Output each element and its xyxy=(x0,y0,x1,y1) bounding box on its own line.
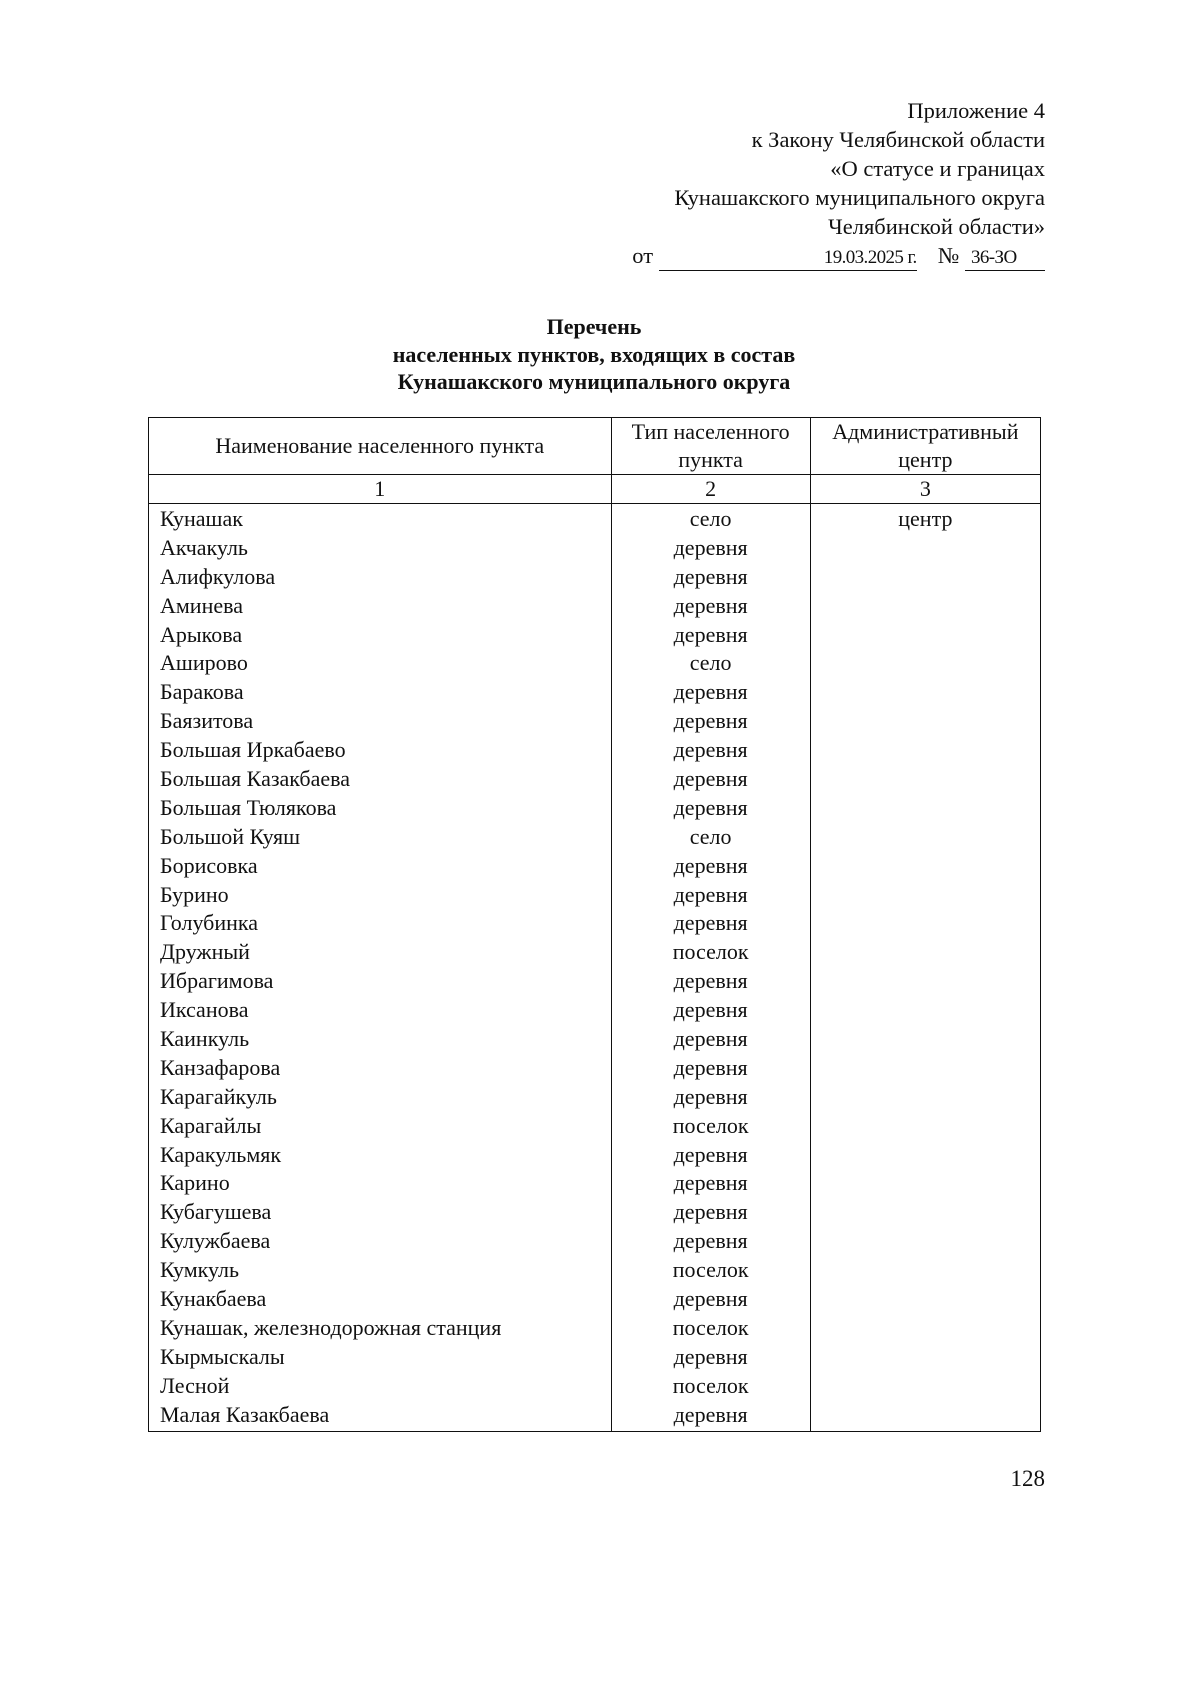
page-number: 128 xyxy=(1010,1466,1045,1491)
admin-center: центр xyxy=(898,506,953,531)
law-title-line-3: Челябинской области» xyxy=(828,214,1045,239)
admin-center xyxy=(811,996,1040,1025)
settlement-name: Алифкулова xyxy=(160,563,276,589)
settlement-name: Большой Куяш xyxy=(160,823,301,849)
law-number: 36-ЗО xyxy=(965,246,1045,271)
law-title-line-1: «О статусе и границах xyxy=(830,156,1045,181)
admin-center xyxy=(811,1083,1040,1112)
settlement-type: поселок xyxy=(672,1257,749,1283)
settlement-type: деревня xyxy=(673,852,748,878)
table-header-row xyxy=(149,418,1041,475)
settlement-type: деревня xyxy=(673,910,748,936)
header-name: Наименование населенного пункта xyxy=(149,418,612,475)
settlement-type: деревня xyxy=(673,708,748,734)
admin-center xyxy=(811,621,1040,650)
settlement-name: Кырмыскалы xyxy=(160,1343,285,1369)
admin-center xyxy=(811,1227,1040,1256)
settlement-type: деревня xyxy=(673,1401,748,1427)
document-title xyxy=(148,313,1040,396)
document-header xyxy=(632,96,1045,271)
settlement-type: поселок xyxy=(672,1112,749,1138)
settlement-name: Дружный xyxy=(160,939,250,965)
admin-center xyxy=(811,823,1040,852)
settlement-type: деревня xyxy=(673,679,748,705)
admin-center xyxy=(811,1054,1040,1083)
column-number-3: 3 xyxy=(810,475,1040,504)
settlement-type: деревня xyxy=(673,1343,748,1369)
settlement-type: деревня xyxy=(673,563,748,589)
settlement-name: Голубинка xyxy=(160,910,259,936)
number-sign: № xyxy=(937,243,960,268)
settlement-type: деревня xyxy=(673,737,748,763)
admin-center xyxy=(811,649,1040,678)
settlement-type: деревня xyxy=(673,1228,748,1254)
settlement-name: Аширово xyxy=(160,650,248,676)
settlement-type: село xyxy=(689,506,732,531)
admin-center xyxy=(811,1198,1040,1227)
law-reference: к Закону Челябинской области xyxy=(751,127,1045,152)
title-line-3: Кунашакского муниципального округа xyxy=(397,369,791,394)
admin-center xyxy=(811,678,1040,707)
admin-center xyxy=(811,1343,1040,1372)
settlement-type: деревня xyxy=(673,881,748,907)
settlement-name: Кунакбаева xyxy=(160,1286,267,1312)
admin-center xyxy=(811,1314,1040,1343)
settlement-name: Кунашак, железнодорожная станция xyxy=(160,1314,502,1340)
settlement-type: деревня xyxy=(673,1286,748,1312)
settlement-type: деревня xyxy=(673,1026,748,1052)
title-line-2: населенных пунктов, входящих в состав xyxy=(392,341,796,367)
settlement-name: Бурино xyxy=(160,881,229,907)
admin-center xyxy=(811,938,1040,967)
settlement-type: деревня xyxy=(673,766,748,792)
settlement-type: поселок xyxy=(672,939,749,965)
settlement-name: Баракова xyxy=(160,679,244,705)
settlement-type: село xyxy=(689,823,732,849)
settlement-name: Кубагушева xyxy=(160,1199,272,1225)
admin-center xyxy=(811,563,1040,592)
admin-center xyxy=(811,765,1040,794)
settlement-name: Малая Казакбаева xyxy=(160,1401,330,1427)
settlement-name: Баязитова xyxy=(160,708,254,734)
settlement-name: Большая Тюлякова xyxy=(160,794,337,820)
settlement-type: деревня xyxy=(673,592,748,618)
settlement-name: Канзафарова xyxy=(160,1054,281,1080)
settlements-table xyxy=(148,417,1041,1432)
admin-center xyxy=(811,1141,1040,1170)
admin-center xyxy=(811,852,1040,881)
admin-center xyxy=(811,1112,1040,1141)
settlement-name: Карагайкуль xyxy=(160,1083,277,1109)
admin-center xyxy=(811,707,1040,736)
column-number-row xyxy=(149,475,1041,504)
column-number-2: 2 xyxy=(611,475,810,504)
settlement-type: деревня xyxy=(673,1141,748,1167)
settlement-type: деревня xyxy=(673,1083,748,1109)
table-body-row xyxy=(149,504,1041,1432)
settlement-type: деревня xyxy=(673,1199,748,1225)
admin-center xyxy=(811,1169,1040,1198)
header-type: Тип населенного пункта xyxy=(611,418,810,475)
admin-center xyxy=(811,1025,1040,1054)
admin-center xyxy=(811,909,1040,938)
admin-center xyxy=(811,967,1040,996)
names-column xyxy=(149,504,612,1432)
settlement-type: деревня xyxy=(673,794,748,820)
admin-center xyxy=(811,1372,1040,1401)
column-number-1: 1 xyxy=(149,475,612,504)
types-column xyxy=(611,504,810,1432)
admin-center xyxy=(811,534,1040,563)
settlement-type: деревня xyxy=(673,1054,748,1080)
settlement-name: Большая Казакбаева xyxy=(160,766,351,792)
settlement-name: Кулужбаева xyxy=(160,1228,271,1254)
settlement-name: Карагайлы xyxy=(160,1112,262,1138)
appendix-label: Приложение 4 xyxy=(907,98,1045,123)
settlement-type: деревня xyxy=(673,621,748,647)
law-title-line-2: Кунашакского муниципального округа xyxy=(674,185,1045,210)
settlement-name: Большая Иркабаево xyxy=(160,737,346,763)
settlement-name: Акчакуль xyxy=(160,534,248,560)
settlement-name: Иксанова xyxy=(160,997,249,1023)
admin-center xyxy=(811,1401,1040,1430)
date-prefix: от xyxy=(632,243,654,268)
settlement-name: Аминева xyxy=(160,592,243,618)
settlement-type: деревня xyxy=(673,1170,748,1196)
date-number-line xyxy=(632,241,1045,271)
settlement-name: Кумкуль xyxy=(160,1257,240,1283)
settlement-name: Ибрагимова xyxy=(160,968,274,994)
admin-center xyxy=(811,1285,1040,1314)
law-date: 19.03.2025 г. xyxy=(659,246,917,271)
settlement-type: село xyxy=(689,650,732,676)
settlement-type: деревня xyxy=(673,534,748,560)
settlement-name: Карино xyxy=(160,1170,230,1196)
centers-column xyxy=(810,504,1040,1432)
settlement-type: поселок xyxy=(672,1372,749,1398)
admin-center xyxy=(811,736,1040,765)
header-center: Административный центр xyxy=(810,418,1040,475)
title-line-1: Перечень xyxy=(546,314,642,339)
settlement-name: Каинкуль xyxy=(160,1026,250,1052)
settlement-name: Кунашак xyxy=(160,506,243,531)
admin-center xyxy=(811,1256,1040,1285)
settlement-type: поселок xyxy=(672,1314,749,1340)
settlement-type: деревня xyxy=(673,997,748,1023)
settlement-type: деревня xyxy=(673,968,748,994)
settlement-name: Каракульмяк xyxy=(160,1141,282,1167)
settlement-name: Лесной xyxy=(160,1372,230,1398)
admin-center xyxy=(811,592,1040,621)
settlement-name: Арыкова xyxy=(160,621,243,647)
admin-center xyxy=(811,794,1040,823)
settlement-name: Борисовка xyxy=(160,852,258,878)
admin-center xyxy=(811,881,1040,910)
